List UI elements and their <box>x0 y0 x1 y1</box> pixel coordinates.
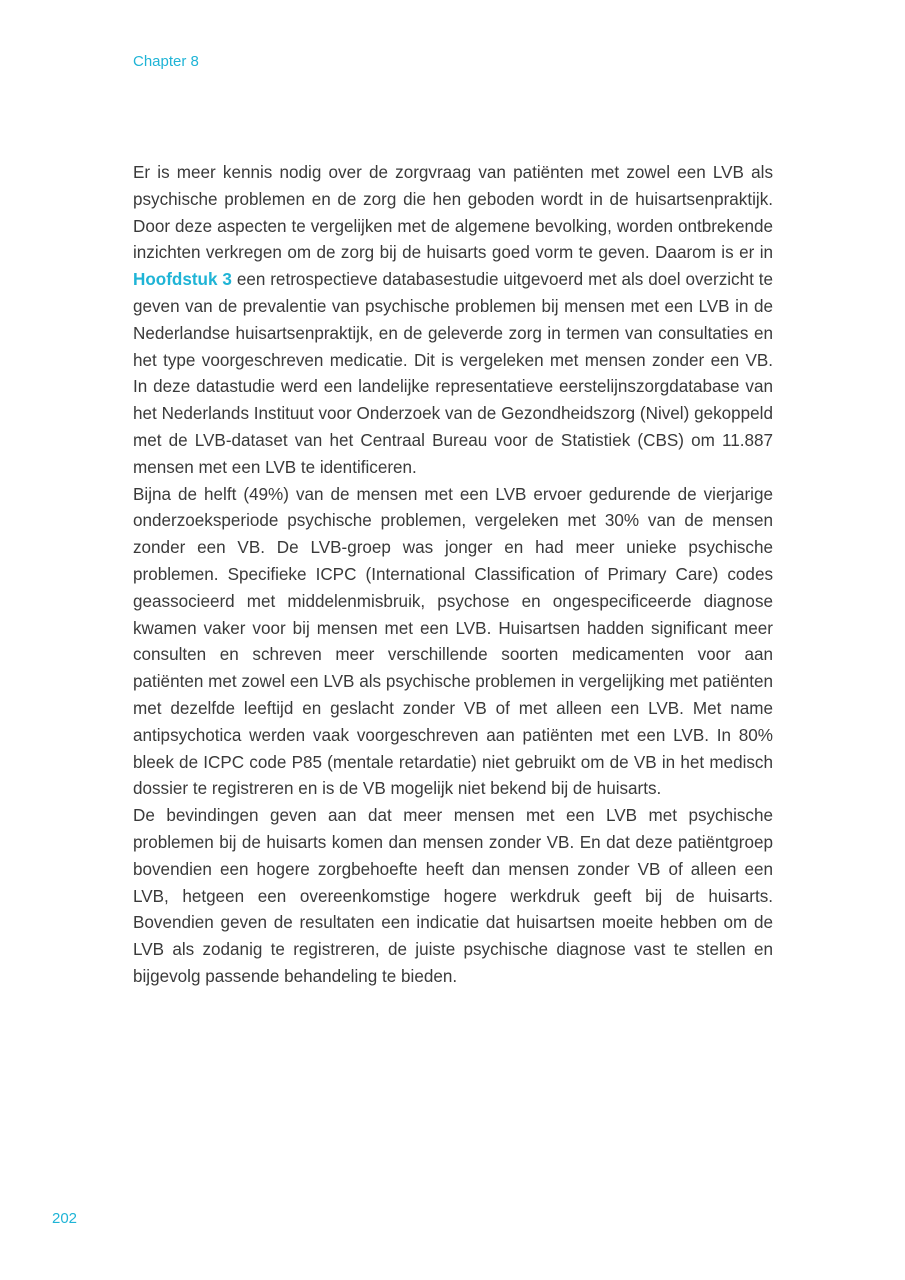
body-text <box>133 160 773 991</box>
paragraph-1 <box>133 160 773 482</box>
paragraph-1-text-start: Er is meer kennis nodig over de zorgvraag van patiënten met zowel een LVB als psychische problemen en de zorg die hen geboden wordt in de huisartsenpraktijk. Door deze aspecten te vergelijken met de algemene bevolking, worden ontbrekende inzichten verkregen om de zorg bij de huisarts goed vorm te geven. Daarom is er in <box>133 163 773 263</box>
running-head: Chapter 8 <box>133 53 199 70</box>
paragraph-2: Bijna de helft (49%) van de mensen met een LVB ervoer gedurende de vierjarige onderzoeksperiode psychische problemen, vergeleken met 30% van de mensen zonder een VB. De LVB-groep was jonger en had meer unieke psychische problemen. Specifieke ICPC (International Classification of Primary Care) codes geassocieerd met middelenmisbruik, psychose en ongespecificeerde diagnose kwamen vaker voor bij mensen met een LVB. Huisartsen hadden significant meer consulten en schreven meer verschillende soorten medicamenten voor aan patiënten met zowel een LVB als psychische problemen in vergelijking met patiënten met dezelfde leeftijd en geslacht zonder VB of met alleen een LVB. Met name antipsychotica werden vaak voorgeschreven aan patiënten met een LVB. In 80% bleek de ICPC code P85 (mentale retardatie) niet gebruikt om de VB in het medisch dossier te registreren en is de VB mogelijk niet bekend bij de huisarts. <box>133 484 773 799</box>
chapter-reference-link[interactable]: Hoofdstuk 3 <box>133 270 232 290</box>
paragraph-1-text-end: een retrospectieve databasestudie uitgevoerd met als doel overzicht te geven van de prevalentie van psychische problemen bij mensen met een LVB in de Nederlandse huisartsenpraktijk, en de geleverde zorg in termen van consultaties en het type voorgeschreven medicatie. Dit is vergeleken met mensen zonder een VB. In deze datastudie werd een landelijke representatieve eerstelijnszorgdatabase van het Nederlands Instituut voor Onderzoek van de Gezondheidszorg (Nivel) gekoppeld met de LVB-dataset van het Centraal Bureau voor de Statistiek (CBS) om 11.887 mensen met een LVB te identificeren. <box>133 270 773 477</box>
paragraph-3: De bevindingen geven aan dat meer mensen met een LVB met psychische problemen bij de huisarts komen dan mensen zonder VB. En dat deze patiëntgroep bovendien een hogere zorgbehoefte heeft dan mensen zonder VB of alleen een LVB, hetgeen een overeenkomstige hogere werkdruk geeft bij de huisarts. Bovendien geven de resultaten een indicatie dat huisartsen moeite hebben om de LVB als zodanig te registreren, de juiste psychische diagnose vast te stellen en bijgevolg passende behandeling te bieden. <box>133 806 773 986</box>
page-number: 202 <box>52 1210 78 1227</box>
